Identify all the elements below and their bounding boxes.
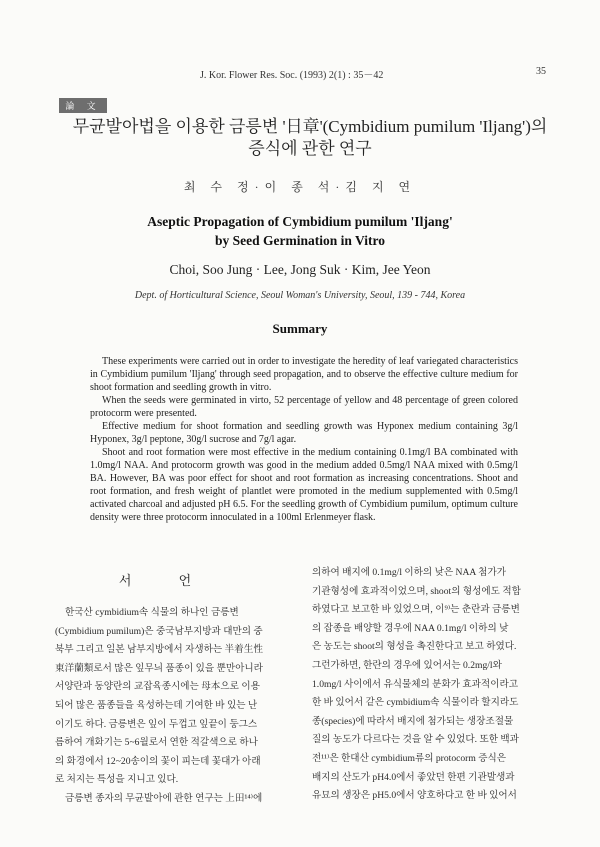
english-title <box>0 212 600 250</box>
left-line: 이기도 하다. 금릉변은 잎이 두껍고 잎끝이 둥그스 <box>55 718 258 730</box>
right-line: 유묘의 생장은 pH5.0에서 양호하다고 한 바 있어서 <box>312 790 517 802</box>
right-line: 배지의 산도가 pH4.0에서 좋았던 한편 기관발생과 <box>312 771 515 783</box>
journal-citation: J. Kor. Flower Res. Soc. (1993) 2(1) : 35－42 <box>200 70 384 81</box>
left-line: 東洋蘭類로서 많은 잎무늬 품종이 있을 뿐만아니라 <box>55 662 263 674</box>
english-authors: Choi, Soo Jung · Lee, Jong Suk · Kim, Jee Yeon <box>169 262 431 277</box>
right-column <box>312 564 544 806</box>
right-line: 질의 농도가 다르다는 것을 알 수 있었다. 또한 백과 <box>312 734 519 746</box>
summary-body <box>90 355 518 524</box>
left-line: 름하여 개화기는 5~6월로서 연한 적갈색으로 하나 <box>55 737 258 749</box>
summary-paragraph-2: When the seeds were germinated in virto, 52 percentage of yellow and 48 percentage of green colored protocorm were presented. <box>90 395 518 419</box>
summary-paragraph-1: These experiments were carried out in order to investigate the heredity of leaf variegated characteristics in Cymbidium pumilum 'Iljang' through seed propagation, and to observe the effective culture medium for shoot formation and seedling growth in vitro. <box>90 356 518 393</box>
page-number: 35 <box>536 66 546 77</box>
summary-paragraph-4: Shoot and root formation were most effective in the medium containing 0.1mg/l BA combinated with 1.0mg/l NAA. And protocorm growth was good in the medium added 0.5mg/l NAA mixed with 0.5mg/l BA. However, BA was poor effect for shoot and root formation as increasing concentrations. Shoot and root formation, and fresh weight of plantlet were promoted in the medium supplemented with 0.5mg/l activated charcoal and adjusted pH 6.5. For the seedling growth of Cymbidium pumilum, optimum culture density were three protocorm innoculated in a 100ml Erlenmeyer flask. <box>90 447 518 523</box>
right-line: 의 잡종을 배양할 경우에 NAA 0.1mg/l 이하의 낮 <box>312 622 509 634</box>
right-line: 그런가하면, 한란의 경우에 있어서는 0.2mg/l와 <box>312 659 502 671</box>
right-line: 의하여 배지에 0.1mg/l 이하의 낮은 NAA 첨가가 <box>312 567 506 578</box>
right-line: 은 농도는 shoot의 형성을 촉진한다고 보고 하였다. <box>312 641 517 653</box>
right-line: 기관형성에 효과적이었으며, shoot의 형성에도 적합 <box>312 585 521 597</box>
left-line: (Cymbidium pumilum)은 중국남부지방과 대만의 중 <box>55 625 263 637</box>
left-line: 한국산 cymbidium속 식물의 하나인 금릉변 <box>65 607 239 618</box>
left-line: 의 화경에서 12~20송이의 꽃이 피는데 꽃대가 아래 <box>55 755 261 767</box>
right-line: 하였다고 보고한 바 있었으며, 이⁹⁾는 춘란과 금릉변 <box>312 604 520 616</box>
article-type-badge: 論 文 <box>59 98 107 113</box>
left-line: 북부 그리고 일본 남부지방에서 자생하는 半着生性 <box>55 644 263 656</box>
korean-authors: 최 수 정·이 종 석·김 지 연 <box>183 180 417 194</box>
affiliation: Dept. of Horticultural Science, Seoul Woman's University, Seoul, 139 - 744, Korea <box>134 290 466 301</box>
korean-title-line-2: 증식에 관한 연구 <box>248 139 372 158</box>
introduction-heading: 서 언 <box>118 573 214 588</box>
korean-title <box>40 116 580 160</box>
right-line: 1.0mg/l 사이에서 유식물체의 분화가 효과적이라고 <box>312 678 518 690</box>
left-line: 로 처지는 특성을 지니고 있다. <box>55 774 179 786</box>
left-line: 되어 많은 품종들을 육성하는데 기여한 바 있는 난 <box>55 699 258 711</box>
korean-title-line-1: 무균발아법을 이용한 금릉변 '日章'(Cymbidium pumilum 'Iljang')의 <box>72 117 548 136</box>
right-line: 한 바 있어서 같은 cymbidium속 식물이라 할지라도 <box>312 697 519 709</box>
summary-heading: Summary <box>272 321 328 336</box>
summary-paragraph-3: Effective medium for shoot formation and seedling growth was Hyponex medium containing 3g/l Hyponex, 3g/l peptone, 30g/l sucrose and 7g/l agar. <box>90 421 518 445</box>
left-line: 금릉변 종자의 무균발아에 관한 연구는 上田¹⁴⁾에 <box>65 792 263 804</box>
english-title-line-1: Aseptic Propagation of Cymbidium pumilum 'Iljang' <box>147 214 453 229</box>
left-line: 서양란과 동양란의 교잡육종시에는 母本으로 이용 <box>55 681 260 693</box>
running-header <box>200 66 546 81</box>
left-column <box>55 604 277 809</box>
right-line: 전¹¹⁾은 한대산 cymbidium류의 protocorm 증식은 <box>312 752 507 764</box>
right-line: 종(species)에 따라서 배지에 첨가되는 생장조절물 <box>312 715 514 727</box>
english-title-line-2: by Seed Germination in Vitro <box>214 233 385 248</box>
